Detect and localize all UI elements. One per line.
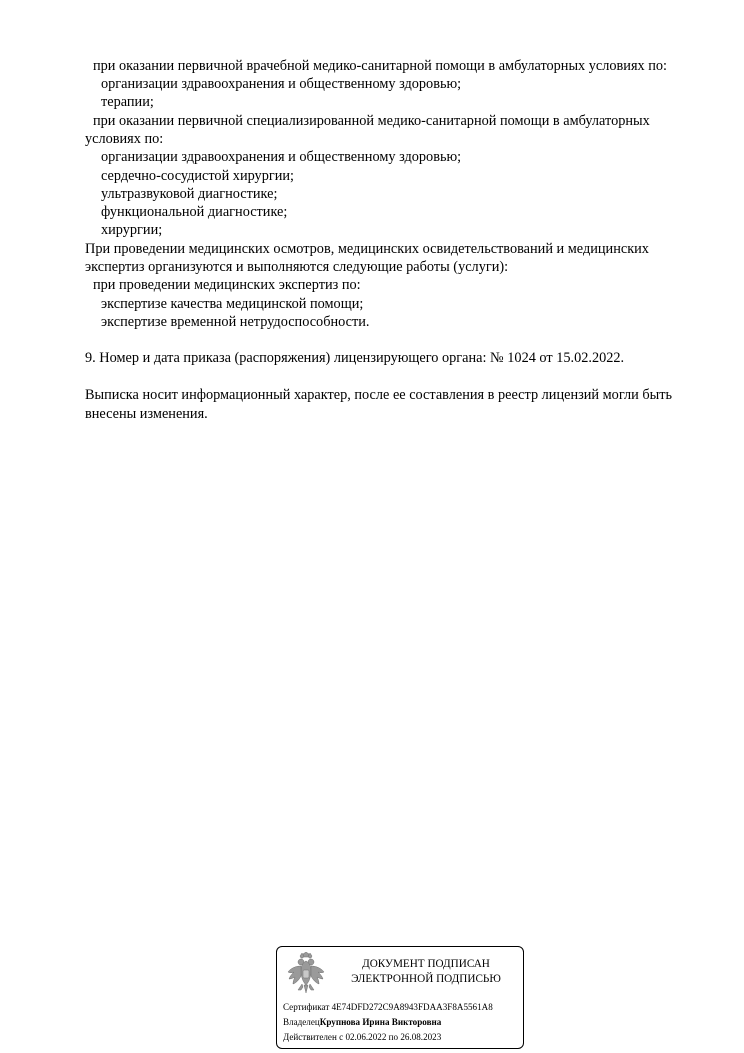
- doc-line-11: При проведении медицинских осмотров, медицинских освидетельствований и медицинских: [85, 241, 649, 257]
- doc-line-14: экспертизе качества медицинской помощи;: [101, 296, 364, 312]
- doc-line-4: при оказании первичной специализированной медико-санитарной помощи в амбулаторных: [93, 113, 650, 129]
- stamp-title: [333, 957, 519, 986]
- order-number-line: 9. Номер и дата приказа (распоряжения) лицензирующего органа: № 1024 от 15.02.2022.: [85, 350, 625, 366]
- doc-line-7: сердечно-сосудистой хирургии;: [101, 168, 294, 184]
- doc-line-2: организации здравоохранения и общественному здоровью;: [101, 76, 462, 92]
- valid-to: 26.08.2023: [400, 1032, 442, 1042]
- russian-coat-of-arms-icon: [286, 952, 326, 996]
- disclaimer-line-1: Выписка носит информационный характер, после ее составления в реестр лицензий могли быть: [85, 387, 672, 403]
- e-signature-stamp: [276, 946, 524, 1049]
- doc-line-10: хирургии;: [101, 222, 163, 238]
- doc-line-6: организации здравоохранения и общественному здоровью;: [101, 149, 462, 165]
- validity-row: [283, 1031, 441, 1043]
- owner-value: Крупнова Ирина Викторовна: [319, 1017, 442, 1027]
- stamp-title-line-1: ДОКУМЕНТ ПОДПИСАН: [362, 958, 490, 970]
- doc-line-15: экспертизе временной нетрудоспособности.: [101, 314, 370, 330]
- doc-line-3: терапии;: [101, 94, 154, 110]
- certificate-row: [283, 1001, 493, 1013]
- certificate-label: Сертификат: [283, 1002, 330, 1012]
- doc-line-1: при оказании первичной врачебной медико-санитарной помощи в амбулаторных условиях по:: [93, 58, 668, 74]
- doc-line-13: при проведении медицинских экспертиз по:: [93, 277, 361, 293]
- doc-line-9: функциональной диагностике;: [101, 204, 288, 220]
- disclaimer-line-2: внесены изменения.: [85, 406, 208, 422]
- owner-row: [283, 1016, 441, 1028]
- doc-line-12: экспертиз организуются и выполняются следующие работы (услуги):: [85, 259, 509, 275]
- doc-line-5: условиях по:: [85, 131, 164, 147]
- stamp-title-line-2: ЭЛЕКТРОННОЙ ПОДПИСЬЮ: [351, 972, 501, 985]
- valid-from: 02.06.2022: [345, 1032, 387, 1042]
- certificate-value: 4E74DFD272C9A8943FDAA3F8A5561A8: [331, 1002, 493, 1012]
- valid-label: Действителен с: [283, 1032, 344, 1042]
- valid-to-label: по: [388, 1032, 399, 1042]
- doc-line-8: ультразвуковой диагностике;: [101, 186, 278, 202]
- owner-label: Владелец: [283, 1017, 320, 1027]
